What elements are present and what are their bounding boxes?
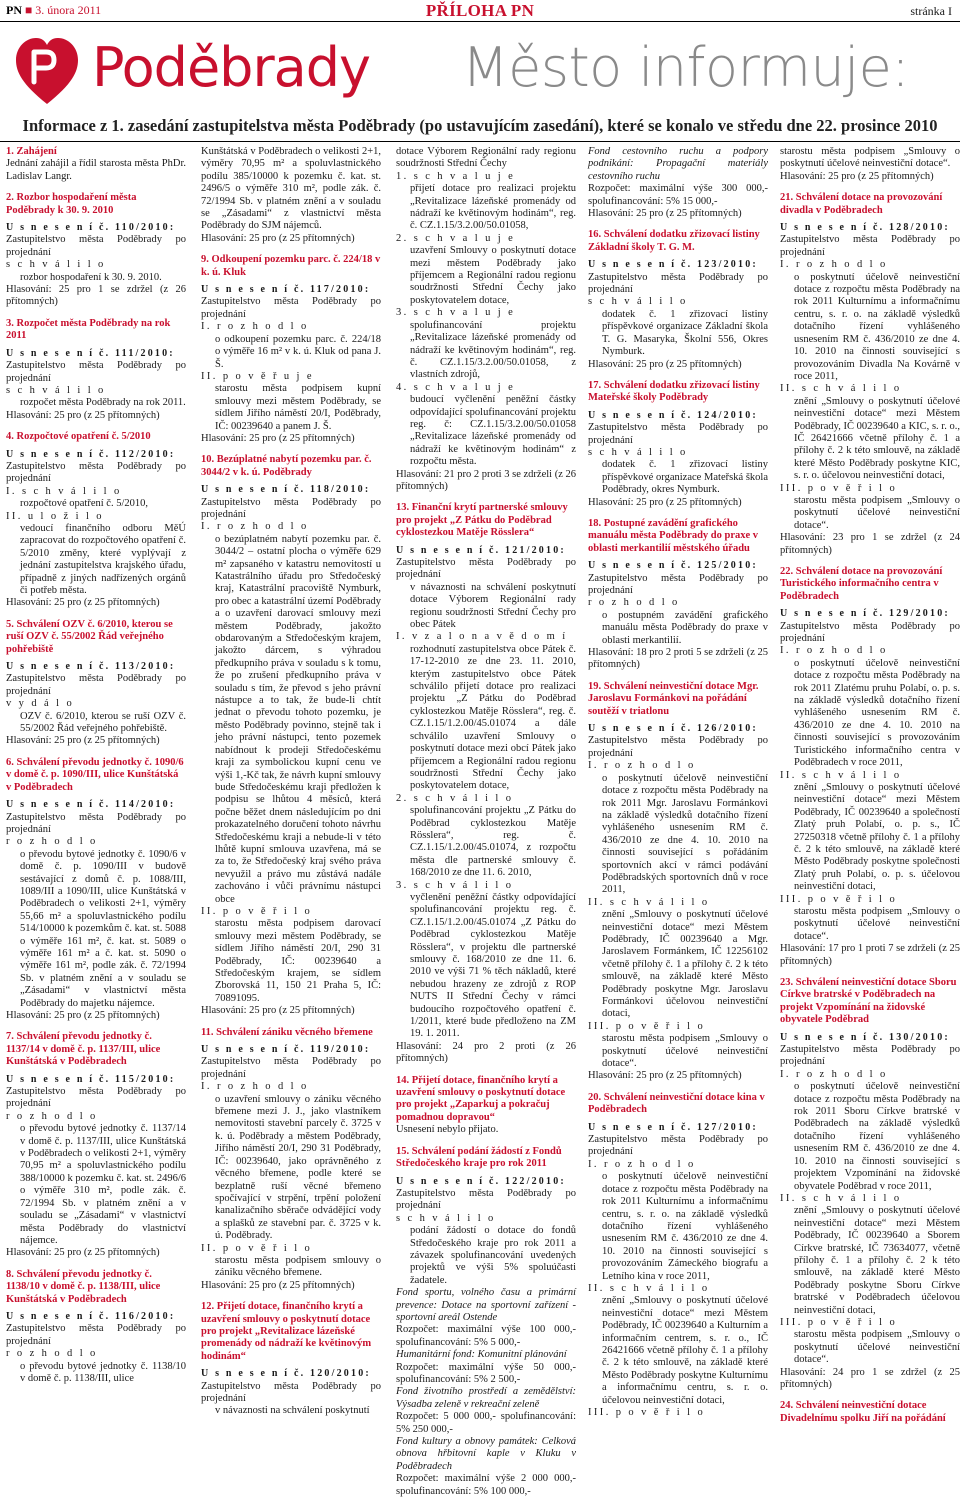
resolution-number: U s n e s e n í č. 124/2010: xyxy=(588,409,758,421)
resolution-number: U s n e s e n í č. 127/2010: xyxy=(588,1121,758,1133)
section-heading: 10. Bezúplatné nabytí pozemku par. č. 3044/2 v k. ú. Poděbrady xyxy=(201,454,372,478)
resolution-text: spolufinancování projektu „Z Pátku do Poděbrad cyklostezkou Matěje Rösslera“, reg. č. CZ.1.15/1.2.00/45.01074, z rozpočtu města dle partnerské smlouvy č. 168/2010 ze dne 11. 6. 2010, xyxy=(410,805,576,879)
paragraph: Zastupitelstvo města Poděbrady po projednání xyxy=(201,496,381,520)
resolution-verb: s c h v á l i l o xyxy=(396,1212,496,1224)
article-columns xyxy=(0,146,960,1497)
resolution-verb: II. s c h v á l i l o xyxy=(588,1282,710,1294)
paragraph: Zastupitelstvo města Poděbrady po projednání xyxy=(396,1187,576,1212)
resolution-verb: I. v z a l o n a v ě d o m í xyxy=(396,631,568,643)
resolution-number: U s n e s e n í č. 112/2010: xyxy=(6,448,176,460)
resolution-verb: s c h v á l i l o xyxy=(588,296,688,308)
resolution-text: znění „Smlouvy o poskytnutí účelové neinvestiční dotace“ mezi Městem Poděbrady, IČ 00239640 a KIC, s. r. o., IČ 26421666 včetně přílohy č. 1 a přílohy č. 2 k této smlouvě, na základě které Město Poděbrady poskytne KIC, s. r. o. účelovou neinvestiční dotaci, xyxy=(794,395,960,482)
paragraph: Zastupitelstvo města Poděbrady po projednání xyxy=(588,1134,768,1158)
paragraph: Rozpočet: maximální výše 2 000 000,- spolufinancování: 5% 100 000,- xyxy=(396,1473,576,1497)
section-heading: 18. Postupné zavádění grafického manuálu města Poděbrady do praxe v oblasti merkantilií městského úřadu xyxy=(588,517,759,554)
resolution-verb: r o z h o d l o xyxy=(6,1348,98,1360)
paragraph: Hlasování: 25 pro 1 se zdržel (z 26 přítomných) xyxy=(6,284,186,308)
resolution-number: U s n e s e n í č. 122/2010: xyxy=(396,1175,566,1187)
resolution-verb: III. p o v ě ř i l o xyxy=(780,1316,898,1328)
resolution-verb: II. u l o ž i l o xyxy=(6,510,104,522)
resolution-verb: s c h v á l i l o xyxy=(6,259,106,271)
resolution-verb: III. p o v ě ř i l o xyxy=(780,893,898,905)
section-heading: 2. Rozbor hospodaření města Poděbrady k 30. 9. 2010 xyxy=(6,192,137,216)
paragraph: Zastupitelstvo města Poděbrady po projednání xyxy=(780,1044,960,1068)
resolution-number: U s n e s e n í č. 113/2010: xyxy=(6,661,176,673)
resolution-text: o poskytnutí účelově neinvestiční dotace z rozpočtu města Poděbrady na rok 2011 Sboru Církve bratrské v Poděbradech na základě výsledků dotačního řízení vyhlášeného usnesením RM č. 436/2010 ze dne 4. 10. 2010 na činnosti související s projektem Vzpomínání na židovské obyvatele Poděbrad v roce 2011, xyxy=(794,1081,960,1192)
resolution-verb: I. r o z h o d l o xyxy=(201,1081,309,1093)
section-heading: 20. Schválení neinvestiční dotace kina v Poděbradech xyxy=(588,1091,765,1116)
resolution-number: U s n e s e n í č. 130/2010: xyxy=(780,1031,950,1043)
resolution-text: vedoucí finančního odboru MěÚ zapracovat do rozpočtového opatření č. 5/2010 změny, které vyplývají z jednání zastupitelstva krajského úřadu, případně z jiných nadřízených orgánů či potřeb města. xyxy=(20,522,186,596)
resolution-text: znění „Smlouvy o poskytnutí účelové neinvestiční dotace“ mezi Městem Poděbrady, IČ 00239640 a Kulturním a informačním centrem, s. r. o., IČ 26421666 včetně přílohy č. 1 a přílohy č. 2 k této smlouvě, na základě které Město Poděbrady poskytne Kulturnímu a informačnímu centru, s. r. o. účelovou neinvestiční dotaci, xyxy=(602,1295,768,1406)
section-heading: 16. Schválení dodatku zřizovací listiny Základní školy T. G. M. xyxy=(588,229,760,253)
paragraph: Zastupitelstvo města Poděbrady po projednání xyxy=(201,1380,381,1404)
resolution-text: v návaznosti na schválení poskytnutí dotace Výborem Regionální rady regionu soudržnosti Střední Čechy pro obec Pátek xyxy=(410,581,576,631)
paragraph: Hlasování: 25 pro (z 25 přítomných) xyxy=(201,1279,355,1291)
fund-name: Humanitární fond: Komunitní plánování xyxy=(396,1349,567,1361)
resolution-number: U s n e s e n í č. 118/2010: xyxy=(201,484,371,496)
resolution-text: vyčlenění peněžní částky odpovídající spolufinancování projektu reg. č. CZ.1.15/1.2.00/45.01074 „Z Pátku do Poděbrad cyklostezkou Matěje Rösslera“, v projektu dle partnerské smlouvy č. 168/2010 ze dne 11. 6. 2010 ve výši 71 % těch nákladů, které nebudou hrazeny ze zdrojů z ROP NUTS II Střední Čechy v rámci budoucího rozpočtového opatření č. 1/2011, které bude předloženo na ZM 19. 1. 2011. xyxy=(410,891,576,1040)
resolution-verb: 4. s c h v a l u j e xyxy=(396,381,516,393)
resolution-verb: I. r o z h o d l o xyxy=(780,645,888,657)
resolution-text: znění „Smlouvy o poskytnutí účelové neinvestiční dotace“ mezi Městem Poděbrady, IČ 00239640 a společností Zlatý pruh Polabí, o. p. s., IČ 27250318 včetně přílohy č. 1 a přílohy č. 2 k této smlouvě, na základě které Město Poděbrady poskytne společnosti Zlatý pruh Polabí, o. p. s. účelovou neinvestiční dotaci, xyxy=(794,781,960,893)
resolution-text: rozhodnutí zastupitelstva obce Pátek č. 17-12-2010 ze dne 23. 11. 2010, kterým zastupitelstvo obce Pátek schválilo přijetí dotace pro realizaci projektu „Z Pátku do Poděbrad cyklostezkou Matěje Rösslera“, reg. č. CZ.1.15/1.2.00/45.01074 a dále schválilo uzavření Smlouvy o poskytnutí dotace mezi obcí Pátek jako příjemcem a Regionální radou regionu soudržnosti Střední Čechy jako poskytovatelem dotace, xyxy=(410,643,576,792)
page-headline: Informace z 1. zasedání zastupitelstva města Poděbrady (po ustavujícím zasedání), které se konalo ve středu dne 22. prosince 2010 xyxy=(22,116,938,135)
resolution-verb: 3. s c h v á l i l o xyxy=(396,879,514,891)
resolution-verb: III. p o v ě ř i l o xyxy=(588,1020,706,1032)
resolution-number: U s n e s e n í č. 126/2010: xyxy=(588,723,758,735)
paragraph: Hlasování: 25 pro (z 25 přítomných) xyxy=(780,170,934,182)
paragraph: Zastupitelstvo města Poděbrady po projednání xyxy=(780,620,960,645)
resolution-text: znění „Smlouvy o poskytnutí účelové neinvestiční dotace“ mezi Městem Poděbrady, IČ 00239640 a Mgr. Jaroslavem Formánkem, IČ 12256102 včetně přílohy č. 1 a přílohy č. 2 k této smlouvě, na základě které Město Poděbrady poskytne Mgr. Jaroslavu Formánkovi účelovou neinvestiční dotaci, xyxy=(602,909,768,1020)
paragraph: Zastupitelstvo města Poděbrady po projednání xyxy=(6,360,186,384)
page-header xyxy=(0,0,960,22)
resolution-verb: I. s c h v á l i l o xyxy=(6,485,122,497)
resolution-text: starostu města podpisem „Smlouvy o poskytnutí účelové neinvestiční dotace“. xyxy=(794,1329,960,1366)
section-heading: 9. Odkoupení pozemku parc. č. 224/18 v k. ú. Kluk xyxy=(201,254,381,278)
paragraph: Kunštátská v Poděbradech o velikosti 2+1, výměry 70,95 m² a spoluvlastnického podílu 385/10000 k pozemku č. kat. st. 2496/5 o výměře 310 m², podle zák. č. 72/1994 Sb. v platném znění a v souladu se „Zásadami“ z vlastnictví města Poděbrady do SJM nájemců. xyxy=(201,146,381,232)
resolution-verb: III. p o v ě ř i l o xyxy=(588,1407,706,1418)
resolution-verb: II. p o v ě ř u j e xyxy=(201,370,314,382)
resolution-text: dodatek č. 1 zřizovací listiny příspěvkové organizace Mateřská škola Poděbrady, okres Nymburk. xyxy=(602,459,768,496)
resolution-text: budoucí vyčlenění peněžní částky odpovídající spolufinancování projektu reg. č: CZ.1.15/3.2.00/50.01058 „Revitalizace lázeňské promenády od nádraží ke květinovým hodinám“ z rozpočtu města. xyxy=(410,394,576,468)
paragraph: Hlasování: 18 pro 2 proti 5 se zdrželi (z 25 přítomných) xyxy=(588,647,768,671)
issue-date: PN ■ 3. února 2011 xyxy=(6,3,102,17)
column-2 xyxy=(201,146,381,1418)
resolution-text: OZV č. 6/2010, kterou se ruší OZV č. 55/2002 Řád veřejného pohřebiště. xyxy=(20,710,186,735)
resolution-text: podání žádostí o dotace do fondů Středočeského kraje pro rok 2011 a závazek spolufinancování uvedených projektů ve výši 5% spoluúčasti žadatele. xyxy=(410,1225,576,1286)
resolution-number: U s n e s e n í č. 125/2010: xyxy=(588,560,758,572)
resolution-number: U s n e s e n í č. 116/2010: xyxy=(6,1310,176,1322)
section-heading: 3. Rozpočet města Poděbrady na rok 2011 xyxy=(6,317,171,342)
paragraph: Zastupitelstvo města Poděbrady po projednání xyxy=(780,234,960,258)
resolution-text: o převodu bytové jednotky č. 1137/14 v domě č. p. 1137/III, ulice Kunštátská v Poděbradech o velikosti 2+1, výměry 70,95 m² a spoluvlastnického podílu 388/10000 k pozemku č. kat. st. 2496/6 o výměře 310 m², podle zák. č. 72/1994 Sb. v platném znění a v souladu se „Zásadami“ v vlastnictví města Poděbrady do vlastnictví nájemce. xyxy=(20,1123,186,1246)
issue-label: PN xyxy=(6,3,22,17)
resolution-text: v návaznosti na schválení poskytnutí xyxy=(215,1405,370,1417)
section-heading: 17. Schválení dodatku zřizovací listiny Mateřské školy Poděbrady xyxy=(588,379,760,404)
paragraph: Hlasování: 25 pro (z 25 přítomných) xyxy=(6,1247,160,1259)
paragraph: Zastupitelstvo města Poděbrady po projednání xyxy=(6,1086,186,1110)
headline-divider xyxy=(0,141,960,142)
section-heading: 14. Přijetí dotace, finančního krytí a uzavření smlouvy o poskytnutí dotace pro projekt „Zaparkuj a pokračuj pomadnou dopravou“ xyxy=(396,1074,566,1123)
paragraph: Hlasování: 25 pro (z 25 přítomných) xyxy=(6,1010,160,1021)
paragraph: Zastupitelstvo města Poděbrady po projednání xyxy=(6,234,186,258)
resolution-text: přijetí dotace pro realizaci projektu „Revitalizace lázeňské promenády od nádraží ke květinovým hodinám“, reg. č. CZ.1.15/3.2.00/50.01058, xyxy=(410,183,576,232)
resolution-verb: I. r o z h o d l o xyxy=(780,1068,888,1080)
resolution-text: o postupném zavádění grafického manuálu města Poděbrady do praxe v oblasti merkantilií. xyxy=(602,609,768,646)
resolution-text: rozpočet města Poděbrady na rok 2011. xyxy=(20,397,186,409)
resolution-text: o poskytnutí účelově neinvestiční dotace z rozpočtu města Poděbrady na rok 2011 Zlatému pruhu Polabí, o. p. s. na základě výsledků dotačního řízení vyhlášeného usnesením RM č. 436/2010 ze dne 4. 10. 2010 na činnosti související s provozováním Turistického informačního centra v Poděbradech v roce 2011, xyxy=(794,657,960,769)
fund-name: Fond cestovního ruchu a podpory podnikání: Propagační materiály cestovního ruchu xyxy=(588,146,768,182)
column-4 xyxy=(588,146,768,1419)
masthead xyxy=(0,26,960,114)
resolution-verb: II. s c h v á l i l o xyxy=(588,896,710,908)
resolution-text: o bezúplatném nabytí pozemku par. č. 3044/2 – ostatní plocha o výměře 629 m² zapsaného v katastru nemovitostí u Katastrálního úřadu pro Středočeský kraj, Katastrální pracoviště Nymburk, pro obec a katastrální území Poděbrady a o uzavření darovací smlouvy mezi městem Poděbrady, jakožto obdarovaným a Středočeským krajem, jakožto dárcem, s výhradou předkupního práva v souladu s k tomu, že po zrušení předkupního práva v souladu s tím, že převod s jeho právní nástupce a to tak, že bude-li chtít jednat o převodu tohoto pozemku, je město Poděbrady povinno, stejně tak i jeho právní nástupci, tento pozemek nabídnout k prodeji Středočeskému kraji za symbolickou kupní cenu ve výši 1,-Kč tak, že návrh kupní smlouvy bude Středočeskému kraji předložen k podpisu se lhůtou 4 měsíců, která počne běžet dnem následujícím po dni prokazatelného doručení tohoto návrhu Středočeskému kraji a nebude-li v této lhůtě kupní smlouva uzavřena, má se za to, že Středočeský kraj svého práva nevyužil a právo mu zůstává nadále zachováno i vůči právnímu nástupci obce xyxy=(215,533,381,905)
resolution-verb: r o z h o d l o xyxy=(588,597,680,609)
paragraph: Zastupitelstvo města Poděbrady po projednání xyxy=(6,673,186,697)
resolution-verb: 2. s c h v á l i l o xyxy=(396,792,514,804)
heart-logo-icon xyxy=(12,32,82,112)
resolution-verb: I. r o z h o d l o xyxy=(201,521,309,533)
section-heading: 11. Schválení zániku věcného břemene xyxy=(201,1026,373,1038)
paragraph: Hlasování: 25 pro (z 25 přítomných) xyxy=(6,597,160,609)
paragraph: Zastupitelstvo města Poděbrady po projednání xyxy=(396,557,576,581)
resolution-verb: II. p o v ě ř i l o xyxy=(201,905,313,917)
paragraph: Hlasování: 25 pro (z 25 přítomných) xyxy=(6,735,160,747)
paragraph: Hlasování: 21 pro 2 proti 3 se zdrželi (z 26 přítomných) xyxy=(396,468,576,492)
section-heading: 13. Finanční krytí partnerské smlouvy pro projekt „Z Pátku do Poděbrad cyklostezkou Matěje Rösslera“ xyxy=(396,502,568,539)
resolution-text: uzavření Smlouvy o poskytnutí dotace mezi městem Poděbrady jako příjemcem a Regionální radou regionu soudržnosti Střední Čechy jako poskytovatelem dotace, xyxy=(410,245,576,306)
paragraph: Zastupitelstvo města Poděbrady po projednání xyxy=(588,735,768,759)
section-heading: 8. Schválení převodu jednotky č. 1138/10 v domě č. p. 1138/III, ulice Kunštátská v Poděbradech xyxy=(6,1268,161,1305)
paragraph: Rozpočet: maximální výše 50 000,- spolufinancování: 5% 2 500,- xyxy=(396,1361,576,1385)
resolution-verb: II. s c h v á l i l o xyxy=(780,383,902,395)
column-5 xyxy=(780,146,960,1425)
paragraph: Hlasování: 25 pro (z 25 přítomných) xyxy=(201,232,355,244)
resolution-verb: I. r o z h o d l o xyxy=(201,321,309,333)
paragraph: Rozpočet: 5 000 000,- spolufinancování: 5% 250 000,- xyxy=(396,1411,576,1435)
resolution-verb: 2. s c h v a l u j e xyxy=(396,232,516,244)
resolution-number: U s n e s e n í č. 111/2010: xyxy=(6,347,175,359)
resolution-text: rozbor hospodaření k 30. 9. 2010. xyxy=(20,271,162,283)
section-heading: 12. Přijetí dotace, finančního krytí a uzavření smlouvy o poskytnutí dotace pro projekt „Revitalizace lázeňské promenády od nádraží ke květinovým hodinám“ xyxy=(201,1301,372,1362)
resolution-verb: r o z h o d l o xyxy=(6,1110,98,1122)
paragraph: Hlasování: 25 pro (z 25 přítomných) xyxy=(588,496,742,508)
section-heading: 21. Schválení dotace na provozování divadla v Poděbradech xyxy=(780,192,943,216)
resolution-text: starostu města podpisem „Smlouvy o poskytnutí účelové neinvestiční dotace“. xyxy=(794,494,960,531)
resolution-text: o uzavření smlouvy o zániku věcného břemene mezi J. J., jako vlastníkem nemovitosti stavební parcely č. 3725 v k. ú. Poděbrady a městem Poděbrady, Jiřího náměstí 20/I, 290 31 Poděbrady, IČ: 00239640, jako oprávněného z věcného břemene, podle které se bezplatně ruší věcné břemeno spočívající v strpění, trpění položení kanalizačního sběrače odvádějící vody a splašků ze stavební par. č. 3725 v k. ú. Poděbrady. xyxy=(215,1093,381,1242)
masthead-tagline: Město informuje: xyxy=(462,36,910,99)
resolution-verb: v y d á l o xyxy=(6,698,75,710)
section-heading: 6. Schválení převodu jednotky č. 1090/6 v domě č. p. 1090/III, ulice Kunštátská v Poděbradech xyxy=(6,756,184,793)
section-heading: 22. Schválení dotace na provozování Turistického informačního centra v Poděbradech xyxy=(780,566,943,602)
section-heading: 7. Schválení převodu jednotky č. 1137/14 v domě č. p. 1137/III, ulice Kunštátská v Poděbradech xyxy=(6,1031,161,1068)
resolution-number: U s n e s e n í č. 114/2010: xyxy=(6,799,176,811)
resolution-text: starostu města podpisem „Smlouvy o poskytnutí účelové neinvestiční dotace“. xyxy=(794,905,960,942)
resolution-verb: s c h v á l i l o xyxy=(588,446,688,458)
resolution-text: znění „Smlouvy o poskytnutí účelové neinvestiční dotace“ mezi Městem Poděbrady, IČ 00239640 a Sborem Církve bratrské, IČ 73634077, včetně přílohy č. 1 a přílohy č. 2 k této smlouvě, na základě které Město Poděbrady poskytne Sboru Církve bratrské v Poděbradech účelovou neinvestiční dotaci, xyxy=(794,1205,960,1316)
paragraph: Hlasování: 25 pro (z 25 přítomných) xyxy=(6,409,160,421)
section-heading: 5. Schválení OZV č. 6/2010, kterou se ruší OZV č. 55/2002 Řád veřejného pohřebiště xyxy=(6,618,173,655)
paragraph: Zastupitelstvo města Poděbrady po projednání xyxy=(6,460,186,485)
resolution-text: starostu města podpisem kupní smlouvy mezi městem Poděbrady, se sídlem Jiřího náměstí 20/I, Poděbrady, IČ: 00239640 a panem J. Š. xyxy=(215,383,381,432)
resolution-number: U s n e s e n í č. 119/2010: xyxy=(201,1044,371,1056)
paragraph: Jednání zahájil a řídil starosta města PhDr. Ladislav Langr. xyxy=(6,158,186,182)
resolution-number: U s n e s e n í č. 110/2010: xyxy=(6,222,176,234)
resolution-verb: III. p o v ě ř i l o xyxy=(780,482,898,494)
resolution-verb: 1. s c h v a l u j e xyxy=(396,170,516,182)
paragraph: Hlasování: 17 pro 1 proti 7 se zdrželi (z 25 přítomných) xyxy=(780,943,960,967)
paragraph: Rozpočet: maximální výše 100 000,- spolufinancování: 5% 5 000,- xyxy=(396,1324,576,1348)
paragraph: Zastupitelstvo města Poděbrady po projednání xyxy=(201,1056,381,1080)
resolution-verb: II. s c h v á l i l o xyxy=(780,769,902,781)
section-heading: 15. Schválení podání žádostí z Fondů Středočeského kraje pro rok 2011 xyxy=(396,1145,562,1170)
resolution-number: U s n e s e n í č. 120/2010: xyxy=(201,1368,371,1380)
paragraph: Hlasování: 25 pro (z 25 přítomných) xyxy=(588,208,742,220)
resolution-text: o poskytnutí účelově neinvestiční dotace z rozpočtu města Poděbrady na rok 2011 Kulturnímu a informačnímu centru, s. r. o. na základě výsledků dotačního řízení vyhlášeného usnesením RM č. 436/2010 ze dne 4. 10. 2010 na činnosti související s provozováním Zámeckého biografu a Letního kina v roce 2011, xyxy=(602,1171,768,1282)
paragraph: dotace Výborem Regionální rady regionu soudržnosti Střední Čechy xyxy=(396,146,576,170)
resolution-text: o převodu bytové jednotky č. 1138/10 v domě č. p. 1138/III, ulice xyxy=(20,1360,186,1384)
resolution-text: o odkoupení pozemku parc. č. 224/18 o výměře 16 m² v k. ú. Kluk od pana J. Š. xyxy=(215,333,381,370)
brand-name: Poděbrady xyxy=(92,36,370,99)
paragraph: Zastupitelstvo města Poděbrady po projednání xyxy=(588,572,768,596)
resolution-verb: r o z h o d l o xyxy=(6,836,98,848)
resolution-text: o poskytnutí účelově neinvestiční dotace z rozpočtu města Poděbrady na rok 2011 Mgr. Jaroslavu Formánkovi na základě výsledků dotačního řízení vyhlášeného usnesením RM č. 436/2010 ze dne 4. 10. 2010 na činnosti související s pořádáním sportovních akcí v rámci podávání Poděbradských sportovních dnů v roce 2011, xyxy=(602,772,768,896)
section-heading: 4. Rozpočtové opatření č. 5/2010 xyxy=(6,431,151,443)
resolution-text: starostu města podpisem darovací smlouvy mezi městem Poděbrady, se sídlem Jiřího náměstí 20/I, 290 31 Poděbrady, IČ: 00239640 a Středočeským krajem, se sídlem Zborovská 11, 150 21 Praha 5, IČ: 70891095. xyxy=(215,918,381,1004)
page-number: stránka I xyxy=(910,4,952,18)
paragraph: starostu města podpisem „Smlouvy o poskytnutí účelové neinvestiční dotace“. xyxy=(780,146,960,170)
resolution-number: U s n e s e n í č. 117/2010: xyxy=(201,284,371,296)
resolution-verb: II. p o v ě ř i l o xyxy=(201,1242,313,1254)
paragraph: Rozpočet: maximální výše 300 000,- spolufinancování: 5% 15 000,- xyxy=(588,183,768,207)
paragraph: Zastupitelstvo města Poděbrady po projednání xyxy=(588,271,768,296)
paragraph: Usnesení nebylo přijato. xyxy=(396,1124,499,1136)
paragraph: Zastupitelstvo města Poděbrady po projednání xyxy=(6,811,186,835)
resolution-number: U s n e s e n í č. 123/2010: xyxy=(588,259,758,271)
column-1 xyxy=(6,146,186,1385)
resolution-number: U s n e s e n í č. 115/2010: xyxy=(6,1073,176,1085)
column-3 xyxy=(396,146,576,1498)
section-heading: 23. Schválení neinvestiční dotace Sboru Církve bratrské v Poděbradech na projekt Vzpomínání na židovské obyvatele Poděbrad xyxy=(780,977,957,1026)
resolution-text: starostu města podpisem smlouvy o zániku věcného břemene. xyxy=(215,1254,381,1279)
resolution-verb: 3. s c h v a l u j e xyxy=(396,307,516,319)
paragraph: Hlasování: 24 pro 1 se zdržel (z 25 přítomných) xyxy=(780,1366,960,1390)
resolution-verb: s c h v á l i l o xyxy=(6,384,106,396)
resolution-text: o převodu bytové jednotky č. 1090/6 v domě č. p. 1090/III v budově sestávající z domů č. p. 1088/III, 1089/III a 1090/III, ulice Kunštátská v Poděbradech o velikosti 2+1, výměry 55,66 m² a spoluvlastnického podílu 514/10000 k pozemkům č. kat. st. 5088 o výměře 161 m², č. kat. st. 5089 o výměře 161 m² a č. kat. st. 5090 o výměře 161 m², podle zák. č. 72/1994 Sb. v platném znění a v souladu se „Zásadami“ v vlastnictví města Poděbrady do majetku nájemce. xyxy=(20,848,186,1009)
resolution-verb: I. r o z h o d l o xyxy=(588,760,696,772)
section-heading: 19. Schválení neinvestiční dotace Mgr. Jaroslavu Formánkovi na pořádání soutěží v triatlonu xyxy=(588,680,759,717)
paragraph: Hlasování: 24 pro 2 proti (z 26 přítomných) xyxy=(396,1040,576,1065)
resolution-text: starostu města podpisem „Smlouvy o poskytnutí účelové neinvestiční dotace“. xyxy=(602,1033,768,1070)
resolution-text: dodatek č. 1 zřizovací listiny příspěvkové organizace Základní škola T. G. Masaryka, Školní 556, Okres Nymburk. xyxy=(602,308,768,358)
resolution-text: o poskytnutí účelově neinvestiční dotace z rozpočtu města Poděbrady na rok 2011 Kulturnímu a informačnímu centru, s. r. o. na základě výsledků dotačního řízení vyhlášeného usnesením RM č. 436/2010 ze dne 4. 10. 2010 na činnosti související s provozováním Divadla Na Kovárně v roce 2011, xyxy=(794,271,960,382)
resolution-number: U s n e s e n í č. 129/2010: xyxy=(780,608,950,620)
resolution-verb: II. s c h v á l i l o xyxy=(780,1192,902,1204)
paragraph: Zastupitelstvo města Poděbrady po projednání xyxy=(588,422,768,446)
resolution-number: U s n e s e n í č. 128/2010: xyxy=(780,222,950,234)
resolution-text: spolufinancování projektu „Revitalizace lázeňské promenády od nádraží ke květinovým hodinám“, reg. č. CZ.1.15/3.2.00/50.01058, z vlastních zdrojů, xyxy=(410,319,576,381)
paragraph: Hlasování: 25 pro (z 25 přítomných) xyxy=(201,432,355,444)
paragraph: Hlasování: 25 pro (z 25 přítomných) xyxy=(201,1005,355,1017)
resolution-verb: I. r o z h o d l o xyxy=(780,259,888,271)
section-heading: 24. Schválení neinvestiční dotace Divadelnímu spolku Jiří na pořádání xyxy=(780,1400,946,1424)
paragraph: Hlasování: 25 pro (z 25 přítomných) xyxy=(588,1070,742,1082)
paragraph: Zastupitelstvo města Poděbrady po projednání xyxy=(201,296,381,320)
paragraph: Hlasování: 25 pro (z 25 přítomných) xyxy=(588,358,742,370)
issue-date-text: 3. února 2011 xyxy=(35,3,102,17)
fund-name: Fond životního prostředí a zemědělství: Výsadba zeleně v rekreační zeleně xyxy=(396,1386,576,1410)
paragraph: Hlasování: 23 pro 1 se zdržel (z 24 přítomných) xyxy=(780,532,960,556)
resolution-number: U s n e s e n í č. 121/2010: xyxy=(396,544,566,556)
resolution-text: rozpočtové opatření č. 5/2010, xyxy=(20,498,148,510)
resolution-verb: I. r o z h o d l o xyxy=(588,1158,696,1170)
fund-name: Fond sportu, volného času a primární prevence: Dotace na sportovní zařízení - sportovní areál Ostende xyxy=(396,1287,576,1323)
paragraph: Zastupitelstvo města Poděbrady po projednání xyxy=(6,1323,186,1347)
fund-name: Fond kultury a obnovy památek: Celková obnova hřbitovní kaple v Kluku v Poděbradech xyxy=(396,1436,576,1472)
section-heading: 1. Zahájení xyxy=(6,146,57,157)
supplement-title: PŘÍLOHA PN xyxy=(425,1,535,20)
